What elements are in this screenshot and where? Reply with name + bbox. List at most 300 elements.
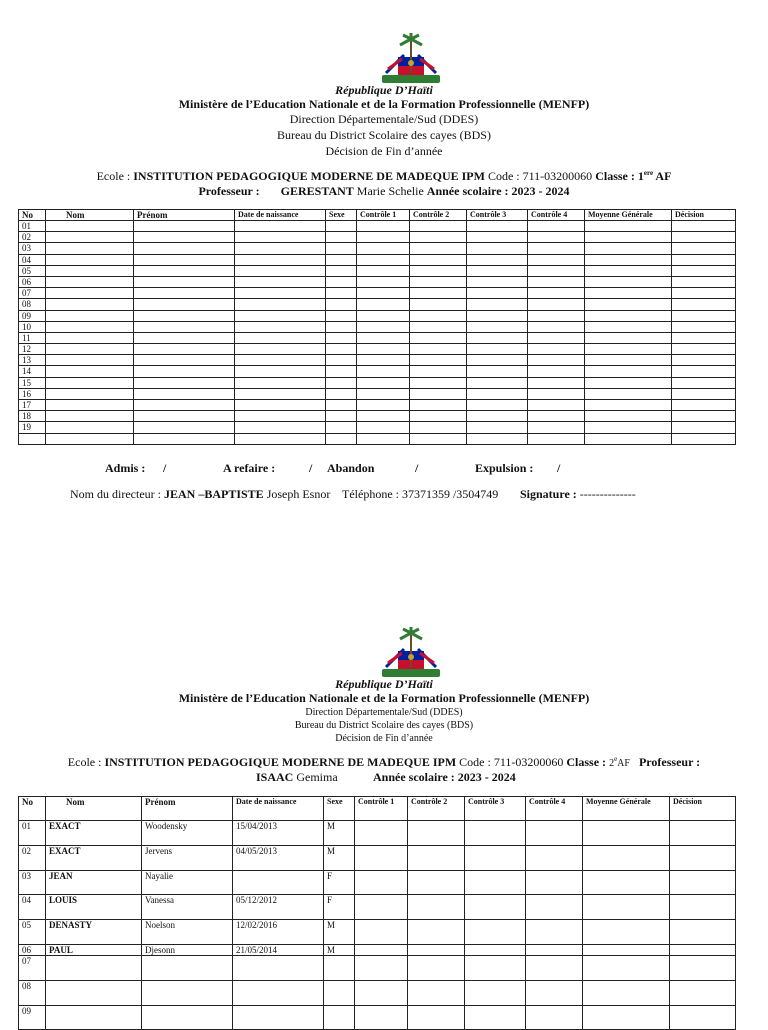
empty-cell[interactable]	[326, 400, 357, 411]
empty-cell[interactable]	[672, 422, 736, 433]
empty-cell[interactable]	[465, 980, 526, 1005]
empty-cell[interactable]	[670, 1005, 736, 1030]
empty-cell[interactable]	[410, 276, 467, 287]
empty-cell[interactable]	[410, 265, 467, 276]
empty-cell[interactable]	[235, 232, 326, 243]
empty-cell[interactable]	[46, 433, 134, 444]
empty-cell[interactable]	[585, 411, 672, 422]
empty-cell[interactable]	[465, 845, 526, 870]
empty-cell[interactable]	[355, 870, 408, 895]
student-last-name[interactable]: PAUL	[46, 944, 142, 955]
empty-cell[interactable]	[357, 321, 410, 332]
empty-cell[interactable]	[355, 920, 408, 945]
empty-cell[interactable]	[528, 288, 585, 299]
student-last-name[interactable]: JEAN	[46, 870, 142, 895]
empty-cell[interactable]	[46, 321, 134, 332]
empty-cell[interactable]	[235, 321, 326, 332]
empty-cell[interactable]	[670, 920, 736, 945]
empty-cell[interactable]	[410, 332, 467, 343]
empty-cell[interactable]	[583, 980, 670, 1005]
empty-cell[interactable]	[410, 411, 467, 422]
sex[interactable]: M	[324, 845, 355, 870]
empty-cell[interactable]	[528, 433, 585, 444]
empty-cell[interactable]	[357, 288, 410, 299]
empty-cell[interactable]	[528, 400, 585, 411]
empty-cell[interactable]	[134, 433, 235, 444]
empty-cell[interactable]	[467, 288, 528, 299]
empty-cell[interactable]	[528, 411, 585, 422]
empty-cell[interactable]	[355, 895, 408, 920]
empty-cell[interactable]	[326, 433, 357, 444]
empty-cell[interactable]	[465, 870, 526, 895]
empty-cell[interactable]	[235, 344, 326, 355]
empty-cell[interactable]	[528, 299, 585, 310]
empty-cell[interactable]	[410, 221, 467, 232]
empty-cell[interactable]	[134, 422, 235, 433]
empty-cell[interactable]	[465, 944, 526, 955]
sex[interactable]: M	[324, 920, 355, 945]
empty-cell[interactable]	[357, 332, 410, 343]
teacher-line	[256, 770, 338, 785]
empty-cell[interactable]	[670, 845, 736, 870]
empty-cell[interactable]	[326, 332, 357, 343]
empty-cell[interactable]	[357, 310, 410, 321]
empty-cell[interactable]	[672, 400, 736, 411]
sex[interactable]: F	[324, 870, 355, 895]
empty-cell[interactable]	[528, 221, 585, 232]
empty-cell[interactable]	[583, 845, 670, 870]
birth-date[interactable]: 05/12/2012	[233, 895, 324, 920]
empty-cell[interactable]	[467, 411, 528, 422]
empty-cell[interactable]	[585, 265, 672, 276]
empty-cell[interactable]	[235, 433, 326, 444]
empty-cell[interactable]	[408, 920, 465, 945]
empty-cell[interactable]	[467, 344, 528, 355]
empty-cell[interactable]	[672, 288, 736, 299]
empty-cell[interactable]	[46, 299, 134, 310]
empty-cell[interactable]	[408, 944, 465, 955]
empty-cell[interactable]	[528, 377, 585, 388]
empty-cell[interactable]	[583, 944, 670, 955]
empty-cell[interactable]	[326, 344, 357, 355]
empty-cell[interactable]	[467, 377, 528, 388]
empty-cell[interactable]	[528, 243, 585, 254]
empty-cell[interactable]	[355, 955, 408, 980]
empty-cell[interactable]	[585, 243, 672, 254]
empty-cell[interactable]	[583, 1005, 670, 1030]
empty-cell[interactable]	[526, 980, 583, 1005]
empty-cell[interactable]	[672, 355, 736, 366]
empty-cell[interactable]	[670, 980, 736, 1005]
empty-cell[interactable]	[528, 344, 585, 355]
empty-cell[interactable]	[672, 433, 736, 444]
empty-cell[interactable]	[134, 400, 235, 411]
empty-cell[interactable]	[235, 276, 326, 287]
empty-cell[interactable]	[526, 920, 583, 945]
column-header: Date de naissance	[235, 210, 326, 221]
empty-cell[interactable]	[326, 310, 357, 321]
empty-cell[interactable]	[408, 821, 465, 846]
empty-cell[interactable]	[467, 265, 528, 276]
student-last-name[interactable]	[46, 955, 142, 980]
empty-cell[interactable]	[583, 870, 670, 895]
empty-cell[interactable]	[408, 955, 465, 980]
sex[interactable]	[324, 980, 355, 1005]
empty-cell[interactable]	[410, 388, 467, 399]
empty-cell[interactable]	[46, 366, 134, 377]
empty-cell[interactable]	[585, 433, 672, 444]
empty-cell[interactable]	[408, 980, 465, 1005]
empty-cell[interactable]	[585, 377, 672, 388]
empty-cell[interactable]	[528, 355, 585, 366]
empty-cell[interactable]	[355, 1005, 408, 1030]
empty-cell[interactable]	[585, 332, 672, 343]
empty-cell[interactable]	[357, 243, 410, 254]
empty-cell[interactable]	[134, 299, 235, 310]
student-last-name[interactable]: EXACT	[46, 821, 142, 846]
empty-cell[interactable]	[46, 411, 134, 422]
empty-cell[interactable]	[585, 221, 672, 232]
empty-cell[interactable]	[46, 344, 134, 355]
birth-date[interactable]: 15/04/2013	[233, 821, 324, 846]
empty-cell[interactable]	[134, 377, 235, 388]
empty-cell[interactable]	[357, 299, 410, 310]
empty-cell[interactable]	[528, 388, 585, 399]
empty-cell[interactable]	[410, 254, 467, 265]
empty-cell[interactable]	[526, 944, 583, 955]
sex[interactable]: M	[324, 821, 355, 846]
empty-cell[interactable]	[134, 254, 235, 265]
empty-cell[interactable]	[46, 388, 134, 399]
empty-cell[interactable]	[410, 243, 467, 254]
sex[interactable]	[324, 1005, 355, 1030]
empty-cell[interactable]	[585, 388, 672, 399]
empty-cell[interactable]	[235, 310, 326, 321]
empty-cell[interactable]	[672, 299, 736, 310]
empty-cell[interactable]	[528, 232, 585, 243]
empty-cell[interactable]	[235, 366, 326, 377]
empty-cell[interactable]	[672, 321, 736, 332]
empty-cell[interactable]	[467, 276, 528, 287]
empty-cell[interactable]	[355, 944, 408, 955]
empty-cell[interactable]	[465, 895, 526, 920]
empty-cell[interactable]	[326, 411, 357, 422]
empty-cell[interactable]	[235, 254, 326, 265]
empty-cell[interactable]	[408, 845, 465, 870]
empty-cell[interactable]	[526, 870, 583, 895]
empty-cell[interactable]	[528, 422, 585, 433]
empty-cell[interactable]	[672, 232, 736, 243]
empty-cell[interactable]	[672, 332, 736, 343]
empty-cell[interactable]	[465, 920, 526, 945]
empty-cell[interactable]	[467, 310, 528, 321]
empty-cell[interactable]	[583, 920, 670, 945]
empty-cell[interactable]	[235, 400, 326, 411]
birth-date[interactable]: 21/05/2014	[233, 944, 324, 955]
table-row	[19, 254, 736, 265]
empty-cell[interactable]	[357, 422, 410, 433]
empty-cell[interactable]	[326, 355, 357, 366]
empty-cell[interactable]	[410, 344, 467, 355]
empty-cell[interactable]	[326, 422, 357, 433]
empty-cell[interactable]	[410, 433, 467, 444]
empty-cell[interactable]	[134, 276, 235, 287]
empty-cell[interactable]	[528, 254, 585, 265]
empty-cell[interactable]	[357, 366, 410, 377]
empty-cell[interactable]	[528, 265, 585, 276]
empty-cell[interactable]	[672, 411, 736, 422]
empty-cell[interactable]	[585, 310, 672, 321]
empty-cell[interactable]	[357, 221, 410, 232]
empty-cell[interactable]	[672, 243, 736, 254]
empty-cell[interactable]	[583, 821, 670, 846]
empty-cell[interactable]	[46, 377, 134, 388]
birth-date[interactable]: 04/05/2013	[233, 845, 324, 870]
empty-cell[interactable]	[467, 422, 528, 433]
empty-cell[interactable]	[585, 422, 672, 433]
empty-cell[interactable]	[326, 377, 357, 388]
empty-cell[interactable]	[583, 955, 670, 980]
empty-cell[interactable]	[326, 366, 357, 377]
empty-cell[interactable]	[355, 821, 408, 846]
empty-cell[interactable]	[326, 299, 357, 310]
empty-cell[interactable]	[672, 265, 736, 276]
empty-cell[interactable]	[585, 232, 672, 243]
empty-cell[interactable]	[235, 265, 326, 276]
empty-cell[interactable]	[585, 366, 672, 377]
empty-cell[interactable]	[410, 321, 467, 332]
empty-cell[interactable]	[410, 288, 467, 299]
birth-date[interactable]	[233, 870, 324, 895]
empty-cell[interactable]	[134, 355, 235, 366]
student-last-name[interactable]: EXACT	[46, 845, 142, 870]
empty-cell[interactable]	[46, 400, 134, 411]
empty-cell[interactable]	[326, 321, 357, 332]
empty-cell[interactable]	[585, 276, 672, 287]
sex[interactable]: F	[324, 895, 355, 920]
empty-cell[interactable]	[326, 288, 357, 299]
empty-cell[interactable]	[46, 254, 134, 265]
empty-cell[interactable]	[528, 276, 585, 287]
student-first-name[interactable]: Woodensky	[142, 821, 233, 846]
empty-cell[interactable]	[326, 265, 357, 276]
empty-cell[interactable]	[467, 388, 528, 399]
student-last-name[interactable]: DENASTY	[46, 920, 142, 945]
empty-cell[interactable]	[670, 895, 736, 920]
empty-cell[interactable]	[355, 845, 408, 870]
empty-cell[interactable]	[467, 254, 528, 265]
empty-cell[interactable]	[672, 388, 736, 399]
empty-cell[interactable]	[465, 955, 526, 980]
empty-cell[interactable]	[235, 422, 326, 433]
abandon-slash: /	[415, 461, 419, 475]
empty-cell[interactable]	[326, 388, 357, 399]
empty-cell[interactable]	[526, 821, 583, 846]
empty-cell[interactable]	[585, 288, 672, 299]
student-first-name[interactable]: Jervens	[142, 845, 233, 870]
empty-cell[interactable]	[134, 321, 235, 332]
birth-date[interactable]	[233, 980, 324, 1005]
empty-cell[interactable]	[465, 821, 526, 846]
table-row	[19, 243, 736, 254]
empty-cell[interactable]	[235, 221, 326, 232]
empty-cell[interactable]	[410, 310, 467, 321]
empty-cell[interactable]	[467, 232, 528, 243]
student-first-name[interactable]	[142, 1005, 233, 1030]
empty-cell[interactable]	[357, 254, 410, 265]
empty-cell[interactable]	[410, 400, 467, 411]
empty-cell[interactable]	[526, 1005, 583, 1030]
empty-cell[interactable]	[46, 232, 134, 243]
empty-cell[interactable]	[326, 254, 357, 265]
empty-cell[interactable]	[134, 221, 235, 232]
empty-cell[interactable]	[357, 265, 410, 276]
empty-cell[interactable]	[408, 895, 465, 920]
empty-cell[interactable]	[235, 411, 326, 422]
empty-cell[interactable]	[410, 232, 467, 243]
empty-cell[interactable]	[357, 276, 410, 287]
student-first-name[interactable]: Noelson	[142, 920, 233, 945]
empty-cell[interactable]	[326, 243, 357, 254]
empty-cell[interactable]	[467, 243, 528, 254]
student-last-name[interactable]	[46, 1005, 142, 1030]
empty-cell[interactable]	[585, 321, 672, 332]
student-first-name[interactable]	[142, 980, 233, 1005]
column-header: Moyenne Générale	[583, 797, 670, 821]
empty-cell[interactable]	[46, 243, 134, 254]
empty-cell[interactable]	[467, 321, 528, 332]
empty-cell[interactable]	[134, 344, 235, 355]
birth-date[interactable]: 12/02/2016	[233, 920, 324, 945]
empty-cell[interactable]	[235, 332, 326, 343]
empty-cell[interactable]	[467, 433, 528, 444]
empty-cell[interactable]	[467, 299, 528, 310]
empty-cell[interactable]	[467, 400, 528, 411]
empty-cell[interactable]	[46, 221, 134, 232]
empty-cell[interactable]	[134, 366, 235, 377]
empty-cell[interactable]	[408, 1005, 465, 1030]
student-first-name[interactable]: Djesonn	[142, 944, 233, 955]
empty-cell[interactable]	[235, 388, 326, 399]
empty-cell[interactable]	[467, 366, 528, 377]
empty-cell[interactable]	[134, 388, 235, 399]
empty-cell[interactable]	[528, 321, 585, 332]
empty-cell[interactable]	[585, 344, 672, 355]
empty-cell[interactable]	[357, 400, 410, 411]
empty-cell[interactable]	[670, 955, 736, 980]
empty-cell[interactable]	[46, 265, 134, 276]
empty-cell[interactable]	[672, 377, 736, 388]
empty-cell[interactable]	[326, 232, 357, 243]
empty-cell[interactable]	[235, 299, 326, 310]
empty-cell[interactable]	[235, 377, 326, 388]
table-row	[19, 944, 736, 955]
sex[interactable]	[324, 955, 355, 980]
empty-cell[interactable]	[46, 310, 134, 321]
empty-cell[interactable]	[408, 870, 465, 895]
empty-cell[interactable]	[670, 944, 736, 955]
empty-cell[interactable]	[583, 895, 670, 920]
empty-cell[interactable]	[235, 243, 326, 254]
empty-cell[interactable]	[134, 243, 235, 254]
student-first-name[interactable]: Nayalie	[142, 870, 233, 895]
empty-cell[interactable]	[46, 422, 134, 433]
empty-cell[interactable]	[357, 411, 410, 422]
empty-cell[interactable]	[467, 355, 528, 366]
empty-cell[interactable]	[134, 265, 235, 276]
empty-cell[interactable]	[326, 276, 357, 287]
empty-cell[interactable]	[357, 433, 410, 444]
empty-cell[interactable]	[134, 232, 235, 243]
empty-cell[interactable]	[526, 955, 583, 980]
empty-cell[interactable]	[134, 288, 235, 299]
empty-cell[interactable]	[134, 332, 235, 343]
empty-cell[interactable]	[357, 377, 410, 388]
row-number: 05	[19, 920, 46, 945]
empty-cell[interactable]	[465, 1005, 526, 1030]
student-first-name[interactable]: Vanessa	[142, 895, 233, 920]
empty-cell[interactable]	[357, 355, 410, 366]
empty-cell[interactable]	[410, 422, 467, 433]
student-first-name[interactable]	[142, 955, 233, 980]
student-last-name[interactable]: LOUIS	[46, 895, 142, 920]
empty-cell[interactable]	[528, 332, 585, 343]
empty-cell[interactable]	[410, 377, 467, 388]
empty-cell[interactable]	[134, 310, 235, 321]
empty-cell[interactable]	[526, 895, 583, 920]
empty-cell[interactable]	[467, 332, 528, 343]
empty-cell[interactable]	[410, 355, 467, 366]
empty-cell[interactable]	[585, 400, 672, 411]
empty-cell[interactable]	[672, 344, 736, 355]
empty-cell[interactable]	[528, 366, 585, 377]
empty-cell[interactable]	[410, 366, 467, 377]
empty-cell[interactable]	[357, 344, 410, 355]
empty-cell[interactable]	[235, 355, 326, 366]
empty-cell[interactable]	[672, 276, 736, 287]
birth-date[interactable]	[233, 955, 324, 980]
empty-cell[interactable]	[526, 845, 583, 870]
empty-cell[interactable]	[357, 388, 410, 399]
code-value: 711-03200060	[522, 169, 596, 183]
empty-cell[interactable]	[585, 254, 672, 265]
empty-cell[interactable]	[672, 366, 736, 377]
sex[interactable]: M	[324, 944, 355, 955]
empty-cell[interactable]	[46, 288, 134, 299]
empty-cell[interactable]	[46, 332, 134, 343]
empty-cell[interactable]	[672, 254, 736, 265]
empty-cell[interactable]	[410, 299, 467, 310]
empty-cell[interactable]	[672, 310, 736, 321]
empty-cell[interactable]	[670, 870, 736, 895]
empty-cell[interactable]	[585, 299, 672, 310]
empty-cell[interactable]	[355, 980, 408, 1005]
student-last-name[interactable]	[46, 980, 142, 1005]
empty-cell[interactable]	[467, 221, 528, 232]
table-row	[19, 980, 736, 1005]
empty-cell[interactable]	[357, 232, 410, 243]
empty-cell[interactable]	[134, 411, 235, 422]
empty-cell[interactable]	[326, 221, 357, 232]
empty-cell[interactable]	[46, 355, 134, 366]
empty-cell[interactable]	[528, 310, 585, 321]
empty-cell[interactable]	[670, 821, 736, 846]
empty-cell[interactable]	[46, 276, 134, 287]
empty-cell[interactable]	[672, 221, 736, 232]
empty-cell[interactable]	[235, 288, 326, 299]
empty-cell[interactable]	[585, 355, 672, 366]
birth-date[interactable]	[233, 1005, 324, 1030]
